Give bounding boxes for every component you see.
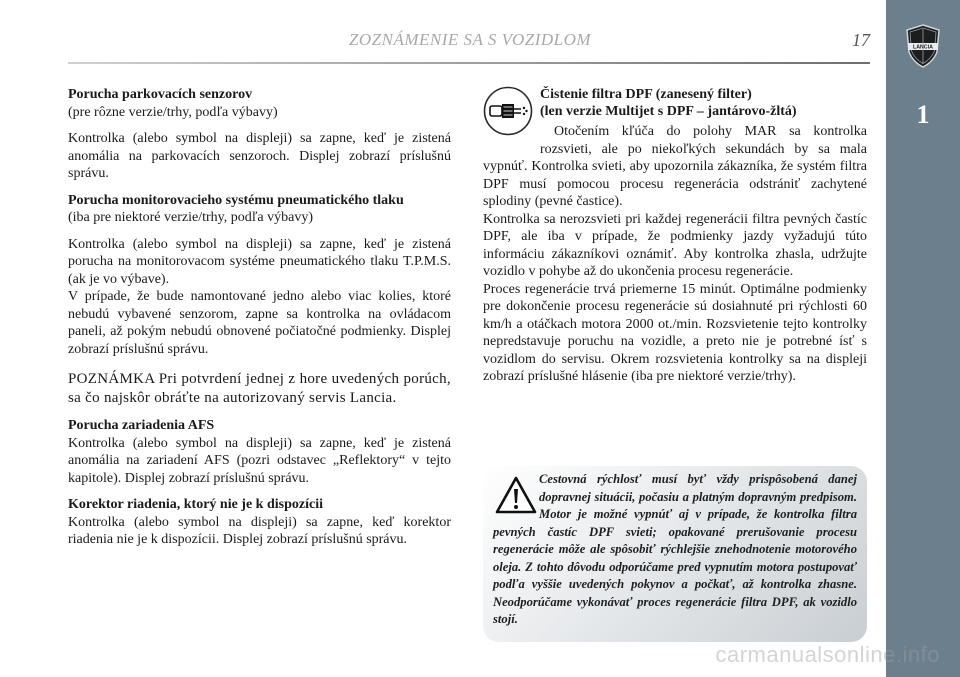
section-title-parking-sensors: Porucha parkovacích senzorov xyxy=(68,87,253,102)
right-column xyxy=(483,86,867,386)
section-title-steering-corrector: Korektor riadenia, ktorý nie je k dispozícii xyxy=(68,497,323,512)
section-title-afs: Porucha zariadenia AFS xyxy=(68,418,215,433)
dpf-filter-icon xyxy=(483,86,533,136)
section-body-tpms-2: V prípade, že bude namontované jedno alebo viac kolies, ktoré nebudú vybavené senzorom, zapne sa kontrolka na ovládacom paneli, až pokým nebudú obnovené počiatočné podmienky. Displej zobrazí príslušnú správu. xyxy=(68,289,451,357)
section-body-steering-corrector: Kontrolka (alebo symbol na displeji) sa zapne, keď korektor riadenia nie je k dispozícii. Displej zobrazí príslušnú správu. xyxy=(68,514,451,547)
logo-text: LANCIA xyxy=(912,44,934,51)
dpf-subtitle: (len verzie Multijet s DPF – jantárovo-žltá) xyxy=(540,104,797,119)
header-rule xyxy=(68,62,870,64)
dpf-paragraph-1: Otočením kľúča do polohy MAR sa kontrolka rozsvieti, ale po niekoľkých sekundách by sa mala vypnúť. Kontrolka svieti, aby upozornila zákazníka, že systém filtra DPF musí pomocou procesu regenerácia odstrániť zachytené splodiny (pevné častice). xyxy=(483,124,867,209)
chapter-side-tab xyxy=(886,0,960,677)
dpf-paragraph-3: Proces regenerácie trvá priemerne 15 minút. Optimálne podmienky pre dokončenie procesu regenerácie sú dosiahnuté pri rýchlosti 60 km/h a otáčkach motora 2000 ot./min. Rozsvietenie tejto kontrolky nepredstavuje poruchu na vozidle, a preto nie je potrebné ísť s vozidlom do servisu. Okrem rozsvietenia kontrolky sa na displeji zobrazí príslušné hlásenie (iba pre niektoré verzie/trhy). xyxy=(483,281,867,384)
dpf-title: Čistenie filtra DPF (zanesený filter) xyxy=(540,87,752,102)
service-note: POZNÁMKA Pri potvrdení jednej z hore uvedených porúch, sa čo najskôr obráťte na autorizovaný servis Lancia. xyxy=(68,371,451,406)
section-body-tpms-1: Kontrolka (alebo symbol na displeji) sa zapne, keď je zistená porucha na monitorovacom systéme pneumatického tlaku T.P.M.S. (ak je vo výbave). xyxy=(68,236,451,287)
section-subtitle-tpms: (iba pre niektoré verzie/trhy, podľa výbavy) xyxy=(68,210,314,225)
warning-text: Cestovná rýchlosť musí byť vždy prispôsobená danej dopravnej situácii, počasiu a platným dopravným predpisom. Motor je možné vypnúť aj v prípade, že kontrolka filtra pevných častíc DPF svieti; opakované prerušovanie procesu regenerácie môže ale spôsobiť rýchlejšie znehodnotenie motorového oleja. Z tohto dôvodu odporúčame pred vypnutím motora postupovať podľa vyššie uvedených pokynov a počkať, až kontrolka zhasne. Neodporúčame vykonávať proces regenerácie filtra DPF, ak vozidlo stojí. xyxy=(493,472,857,626)
section-subtitle-parking-sensors: (pre rôzne verzie/trhy, podľa výbavy) xyxy=(68,104,278,120)
watermark: carmanualsonline.info xyxy=(715,642,940,667)
section-body-parking-sensors: Kontrolka (alebo symbol na displeji) sa zapne, keď je zistená anomália na parkovacích senzoroch. Displej zobrazí príslušnú správu. xyxy=(68,131,451,181)
section-body-afs: Kontrolka (alebo symbol na displeji) sa zapne, keď je zistená anomália na zariadení AFS (pozri odstavec „Reflektory“ v tejto kapitole). Displej zobrazí príslušnú správu. xyxy=(68,435,451,486)
dpf-paragraph-2: Kontrolka sa nerozsvieti pri každej regenerácii filtra pevných častíc DPF, ale iba v prípade, že podmienky jazdy vyžadujú túto informáciu zákazníkovi oznámiť. Aby kontrolka zhasla, udržujte vozidlo v pohybe až do ukončenia procesu regenerácie. xyxy=(483,211,867,279)
warning-box xyxy=(483,466,867,642)
lancia-logo-icon xyxy=(905,24,941,68)
page-number: 17 xyxy=(852,30,870,50)
chapter-number: 1 xyxy=(916,100,930,129)
running-header-title: ZOZNÁMENIE SA S VOZIDLOM xyxy=(348,30,592,49)
section-title-tpms: Porucha monitorovacieho systému pneumatického tlaku xyxy=(68,192,404,208)
left-column xyxy=(68,86,451,549)
warning-text-container xyxy=(493,471,857,629)
